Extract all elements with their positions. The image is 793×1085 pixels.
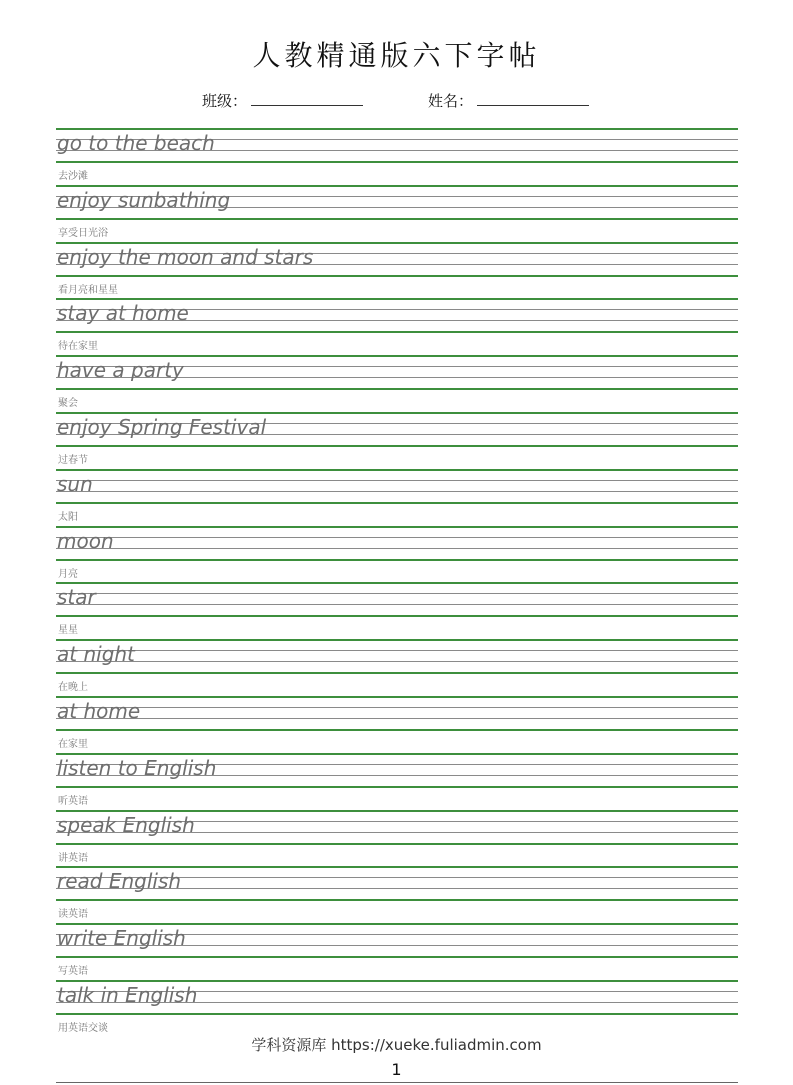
- chinese-meaning: 太阳: [58, 511, 78, 523]
- guide-line: [56, 559, 738, 561]
- chinese-meaning: 写英语: [58, 966, 88, 978]
- name-label: 姓名：: [428, 92, 474, 110]
- guide-line: [56, 899, 738, 901]
- english-phrase: talk in English: [57, 983, 198, 1007]
- class-label: 班级：: [202, 92, 248, 110]
- chinese-meaning: 聚会: [58, 398, 78, 410]
- guide-line: [56, 480, 738, 481]
- guide-line: [56, 355, 738, 357]
- guide-line: [56, 537, 738, 538]
- chinese-meaning: 读英语: [58, 909, 88, 921]
- chinese-meaning: 听英语: [58, 795, 88, 807]
- english-phrase: have a party: [57, 358, 184, 383]
- guide-line: [56, 639, 738, 641]
- guide-line: [56, 786, 738, 788]
- english-phrase: sun: [57, 471, 93, 496]
- guide-line: [56, 275, 738, 277]
- guide-line: [56, 843, 738, 845]
- english-phrase: speak English: [57, 812, 195, 837]
- guide-line: [56, 718, 738, 719]
- guide-line: [56, 956, 738, 958]
- english-phrase: enjoy Spring Festival: [57, 415, 267, 439]
- chinese-meaning: 用英语交谈: [58, 1023, 108, 1034]
- chinese-meaning: 看月亮和星星: [58, 284, 118, 296]
- english-phrase: write English: [57, 926, 186, 951]
- guide-line: [56, 615, 738, 617]
- chinese-meaning: 星星: [58, 625, 78, 637]
- english-phrase: read English: [57, 869, 182, 894]
- guide-line: [56, 218, 738, 220]
- english-phrase: at night: [57, 642, 135, 667]
- chinese-meaning: 待在家里: [58, 341, 98, 353]
- guide-line: [56, 810, 738, 812]
- english-phrase: enjoy the moon and stars: [57, 244, 314, 269]
- english-phrase: at home: [57, 699, 141, 723]
- guide-line: [56, 980, 738, 982]
- chinese-meaning: 在家里: [58, 739, 88, 750]
- page-title: 人教精通版六下字帖: [252, 39, 541, 72]
- guide-line: [56, 331, 738, 333]
- chinese-meaning: 讲英语: [58, 852, 88, 864]
- guide-line: [56, 1013, 738, 1015]
- guide-line: [56, 923, 738, 925]
- guide-line: [56, 161, 738, 163]
- guide-line: [56, 866, 738, 868]
- english-phrase: enjoy sunbathing: [57, 187, 231, 212]
- english-phrase: stay at home: [57, 301, 189, 326]
- english-phrase: star: [57, 585, 96, 610]
- chinese-meaning: 享受日光浴: [58, 227, 108, 239]
- guide-line: [56, 526, 738, 528]
- chinese-meaning: 过春节: [58, 455, 88, 466]
- chinese-meaning: 月亮: [58, 568, 78, 580]
- guide-line: [56, 388, 738, 390]
- guide-line: [56, 593, 738, 594]
- chinese-meaning: 在晚上: [58, 682, 88, 694]
- chinese-meaning: 去沙滩: [58, 171, 88, 182]
- guide-line: [56, 582, 738, 584]
- guide-line: [56, 650, 738, 651]
- guide-line: [56, 445, 738, 447]
- guide-line: [56, 729, 738, 731]
- guide-line: [56, 707, 738, 708]
- bottom-rule: [56, 1082, 738, 1083]
- guide-line: [56, 185, 738, 187]
- english-phrase: go to the beach: [57, 131, 215, 155]
- guide-line: [56, 696, 738, 698]
- guide-line: [56, 469, 738, 471]
- guide-line: [56, 672, 738, 674]
- english-phrase: listen to English: [57, 755, 217, 780]
- page-number: 1: [391, 1060, 402, 1079]
- guide-line: [56, 502, 738, 504]
- guide-line: [56, 753, 738, 755]
- guide-line: [56, 548, 738, 549]
- footer-source: 学科资源库 https://xueke.fuliadmin.com: [251, 1036, 542, 1054]
- guide-line: [56, 412, 738, 414]
- english-phrase: moon: [57, 528, 114, 553]
- guide-line: [56, 242, 738, 244]
- guide-line: [56, 128, 738, 130]
- guide-line: [56, 491, 738, 492]
- guide-line: [56, 604, 738, 605]
- guide-line: [56, 298, 738, 300]
- guide-line: [56, 661, 738, 662]
